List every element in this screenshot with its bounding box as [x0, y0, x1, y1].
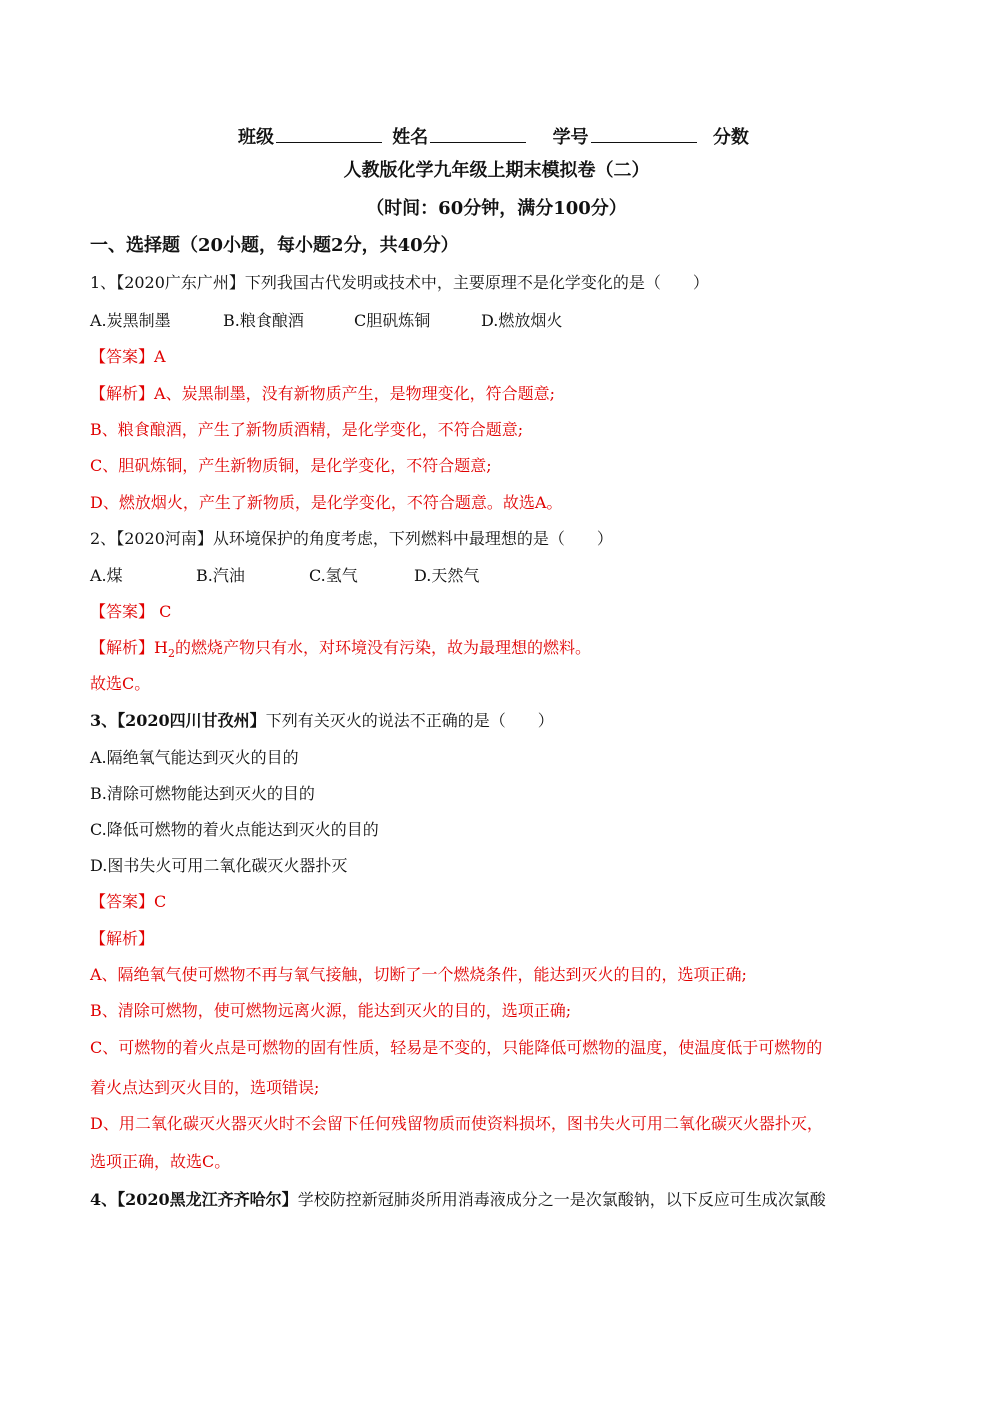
q4-number: 4、 [90, 1190, 118, 1209]
q3-analysis-5: D、用二氧化碳灭火器灭火时不会留下任何残留物质而使资料损坏，图书失火可用二氧化碳灭火器扑灭， [90, 1114, 823, 1133]
q3-option-d: D.图书失火可用二氧化碳灭火器扑灭 [90, 856, 348, 875]
q4-source: 【2020黑龙江齐齐哈尔】 [117, 1190, 298, 1209]
name-blank [430, 124, 526, 143]
q2-analysis-tag: 【解析】 [90, 638, 155, 657]
q2-option-b: B.汽油 [196, 566, 245, 585]
q3-option-c: C.降低可燃物的着火点能达到灭火的目的 [90, 820, 379, 839]
q2-number: 2、 [90, 529, 117, 548]
q4-stem: 学校防控新冠肺炎所用消毒液成分之一是次氯酸钠，以下反应可生成次氯酸 [297, 1190, 826, 1209]
id-label: 学号 [552, 127, 589, 148]
q1-analysis-3: C、胆矾炼铜，产生新物质铜，是化学变化，不符合题意; [90, 456, 492, 475]
exam-title: 人教版化学九年级上期末模拟卷（二） [343, 160, 650, 181]
name-label: 姓名 [392, 127, 429, 148]
q3-analysis-3: C、可燃物的着火点是可燃物的固有性质，轻易是不变的，只能降低可燃物的温度，使温度低于可燃物的 [90, 1038, 823, 1057]
q1-source: 【2020广东广州】 [116, 273, 245, 292]
q2-source: 【2020河南】 [116, 529, 213, 548]
q3-analysis-4: 着火点达到灭火目的，选项错误; [90, 1078, 320, 1097]
q2-stem: 从环境保护的角度考虑，下列燃料中最理想的是（ ） [212, 529, 613, 548]
q1-number: 1、 [90, 273, 117, 292]
q1-analysis-4: D、燃放烟火，产生了新物质，是化学变化，不符合题意。故选A。 [90, 493, 563, 512]
q3-answer: 【答案】C [90, 892, 167, 911]
student-info-line [238, 124, 749, 149]
q2-analysis [90, 637, 591, 665]
class-blank [276, 124, 382, 143]
q3-option-b: B.清除可燃物能达到灭火的目的 [90, 784, 315, 803]
q2-option-a: A.煤 [90, 566, 123, 585]
score-label: 分数 [712, 127, 749, 148]
q2-formula-subscript: 2 [167, 647, 175, 661]
q3-stem: 下列有关灭火的说法不正确的是（ ） [265, 711, 554, 730]
q1-option-c: C胆矾炼铜 [354, 311, 431, 330]
q1-analysis-2: B、粮食酿酒，产生了新物质酒精，是化学变化，不符合题意; [90, 420, 524, 439]
q2-answer: 【答案】 C [90, 602, 172, 621]
q1-analysis-1 [90, 383, 555, 405]
q3-analysis-1: A、隔绝氧气使可燃物不再与氧气接触，切断了一个燃烧条件，能达到灭火的目的，选项正确; [90, 965, 747, 984]
q3-analysis-2: B、清除可燃物，使可燃物远离火源，能达到灭火的目的，选项正确; [90, 1001, 572, 1020]
q1-option-d: D.燃放烟火 [481, 311, 563, 330]
q2-conclusion: 故选C。 [90, 674, 151, 693]
q1-analysis-tag: 【解析】 [90, 384, 155, 403]
question-3 [90, 710, 554, 732]
question-4 [90, 1189, 826, 1211]
question-2 [90, 528, 613, 550]
q1-analysis-text-a: A、炭黑制墨，没有新物质产生，是物理变化，符合题意; [154, 384, 555, 403]
q1-answer: 【答案】A [90, 347, 166, 366]
q2-analysis-text: 的燃烧产物只有水，对环境没有污染，故为最理想的燃料。 [174, 638, 591, 657]
q1-option-a: A.炭黑制墨 [90, 311, 171, 330]
exam-subtitle: （时间：60分钟，满分100分） [366, 198, 627, 219]
q2-option-c: C.氢气 [309, 566, 358, 585]
q1-option-b: B.粮食酿酒 [223, 311, 304, 330]
q3-analysis-tag: 【解析】 [90, 929, 155, 948]
q3-option-a: A.隔绝氧气能达到灭火的目的 [90, 748, 299, 767]
q1-stem: 下列我国古代发明或技术中，主要原理不是化学变化的是（ ） [244, 273, 709, 292]
q3-source: 【2020四川甘孜州】 [117, 711, 266, 730]
q3-analysis-6: 选项正确，故选C。 [90, 1152, 231, 1171]
class-label: 班级 [238, 127, 274, 148]
q2-option-d: D.天然气 [414, 566, 480, 585]
q3-number: 3、 [90, 711, 118, 730]
q1-options [90, 310, 562, 332]
section-heading: 一、选择题（20小题，每小题2分，共40分） [90, 235, 459, 256]
q2-options [90, 565, 479, 587]
id-blank [591, 124, 697, 143]
q2-formula-h: H [154, 638, 168, 657]
question-1 [90, 272, 709, 294]
